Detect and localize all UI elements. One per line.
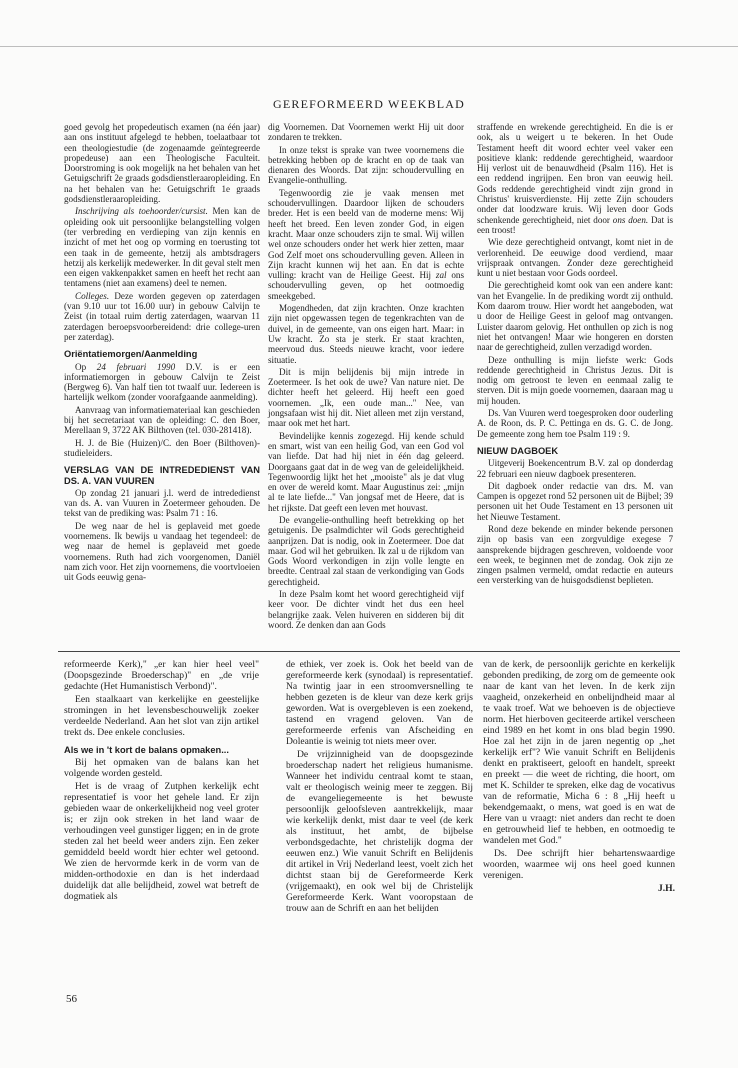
paragraph: H. J. de Bie (Huizen)/C. den Boer (Bilthoven)-studieleiders. <box>64 437 260 458</box>
author-signature: J.H. <box>657 883 675 894</box>
top-rule <box>0 46 738 47</box>
section-divider <box>58 651 680 652</box>
paragraph: Ds. Dee schrijft hier behartenswaardige woorden, waarmee wij ons heel goed kunnen verenigen. <box>483 848 675 881</box>
paragraph: van de kerk, de persoonlijk gerichte en kerkelijk gebonden prediking, de zorg om de gemeente ook naar de kant van het leven. In de kerk zijn vaagheid, onzekerheid en onbelijndheid maar al te vaak troef. Wat we behoeven is de objectieve norm. Het hierboven geciteerde artikel verscheen eind 1989 en het komt in ons blad begin 1990. Hoe zal het zijn in de jaren negentig op „het kerkelijk erf"? Wie vanuit Schrift en Belijdenis denkt en praktiseert, gelooft en handelt, spreekt en preekt — die weet de richting, die hoort, om met K. Schilder te spreken, elke dag de vocativus van de reformatie, Micha 6 : 8 „Hij heeft u bekendgemaakt, o mens, wat goed is en wat de Here van u vraagt: niet anders dan recht te doen en getrouwheid lief te hebben, en ootmoedig te wandelen met God." <box>483 659 675 846</box>
column-1 <box>64 122 260 584</box>
paragraph: Bij het opmaken van de balans kan het volgende worden gesteld. <box>64 757 259 780</box>
paragraph: In onze tekst is sprake van twee voornemens die betrekking hebben op de kracht en op de taak van dienaren des Woords. Dat zijn: schoudervulling en Evangelie-onthulling. <box>268 144 464 186</box>
paragraph: Dit dagboek onder redactie van drs. M. van Campen is opgezet rond 52 personen uit de Bijbel; 39 personen uit het Oude Testament en 13 personen uit het Nieuwe Testament. <box>477 480 673 522</box>
paragraph: Ds. Van Vuuren werd toegesproken door ouderling A. de Roon, ds. P. C. Pettinga en ds. G. C. de Jong. De gemeente zong hem toe Psalm 119 : 9. <box>477 408 673 439</box>
section-heading: Oriëntatiemorgen/Aanmelding <box>64 349 198 360</box>
paragraph: Wie deze gerechtigheid ontvangt, komt niet in de verlorenheid. De eeuwige dood verdiend, maar vrijspraak ontvangen. Zonder deze gerechtigheid kunt u niet bestaan voor Gods oordeel. <box>477 237 673 279</box>
bottom-column-2 <box>286 659 473 916</box>
paragraph: Bevindelijke kennis zogezegd. Hij kende schuld en smart, wist van een heilig God, van een God vol van liefde. Dat had hij niet in één dag geleerd. Doorgaans gaat dat in de weg van de geleidelijkheid. Tegenwoordig lijkt het het „mooiste" als je dat vlug en over de wereld komt. Maar Augustinus zei: „mijn al te late liefde..." Van jongsaf met de Heere, dat is het rijkste. Dat geeft een leven met houvast. <box>268 430 464 513</box>
bottom-column-1 <box>64 659 259 904</box>
paragraph: straffende en wrekende gerechtigheid. En die is er ook, als u weigert u te bekeren. In het Oude Testament heeft dit woord echter veel vaker een positieve klank: reddende gerechtigheid, waardoor Hij verlost uit de benauwdheid (Psalm 116). Het is een reddend ingrijpen. Een bron van eeuwig heil. Gods reddende gerechtigheid vindt zijn grond in Christus' kruisverdienste. Hij zette Zijn schouders onder dat loodzware kruis. Wij leven door Gods schenkende gerechtigheid, niet door ons doen. Dat is een troost! <box>477 122 674 235</box>
paragraph: Die gerechtigheid komt ook van een andere kant: van het Evangelie. In de prediking wordt zij onthuld. Kom daarom trouw. Hier wordt het aangeboden, wat u door de Heilige Geest in geloof mag ontvangen. Luister daarom gelovig. Het onthullen op zich is nog niet het ontvangen! Maar wie hongeren en dorsten naar de gerechtigheid, zullen verzadigd worden. <box>477 280 673 353</box>
section-heading: VERSLAG VAN DE INTREDEDIENST VAN DS. A. VAN VUUREN <box>64 465 260 486</box>
paragraph: Rond deze bekende en minder bekende personen zijn op basis van een zorgvuldige exegese 7 aansprekende bijdragen geschreven, voldoende voor een week, te beginnen met de zondag. Ook zijn ze zingen psalmen vermeld, omdat redactie en auteurs een versterking van de huisgodsdienst beplieten. <box>477 523 673 586</box>
column-2 <box>268 122 464 632</box>
paragraph: De evangelie-onthulling heeft betrekking op het getuigenis. De psalmdichter wil Gods gerechtigheid aanprijzen. Dat is nodig, ook in Zoetermeer. Doe dat maar. God wil het gebruiken. Ik zal u de rijkdom van Gods Woord verkondigen in zijn volle lengte en breedte. Centraal zal staan de verkondiging van Gods gerechtigheid. <box>268 514 464 587</box>
paragraph: De weg naar de hel is geplaveid met goede voornemens. Ik bewijs u vandaag het tegendeel: de weg naar de hemel is geplaveid met goede voornemens. Ruth had zich voorgenomen, Daniël nam zich voor. Het zijn voornemens, die voortvloeien uit Gods eeuwig gena- <box>64 520 260 583</box>
paragraph: Aanvraag van informatiemateriaal kan geschieden bij het secretariaat van de opleiding: C. den Boer, Merellaan 9, 3722 AK Bilthoven (tel. 030-281418). <box>64 404 260 436</box>
paragraph: Een staalkaart van kerkelijke en geestelijke stromingen in het levensbeschouwelijk zoeker verdeelde Nederland. Aan het slot van zijn artikel trekt ds. Dee enkele conclusies. <box>64 694 259 738</box>
paragraph: Colleges. Deze worden gegeven op zaterdagen (van 9.10 uur tot 16.00 uur) in gebouw Calvijn te Zeist (in totaal ruim dertig zaterdagen, waarvan 11 zaterdagen beroepsvoorbereidend: drie college-uren per zaterdag). <box>64 290 260 342</box>
paragraph: De vrijzinnigheid van de doopsgezinde broederschap nadert het religieus humanisme. Wanneer het individu centraal komt te staan, valt er theologisch weinig meer te zeggen. Bij de evangeliegemeente is het bewuste persoonlijk geloofsleven aantrekkelijk, maar wie kerkelijk denkt, mist daar te veel (de kerk als instituut, het ambt, de bijbelse verbondsgedachte, het christelijk dogma der eeuwen enz.) Wie vanuit Schrift en Belijdenis dit artikel in Vrij Nederland leest, voelt zich het dichtst staan bij de Gereformeerde Kerk (vrijgemaakt), en ook wel bij de Christelijk Gereformeerde Kerk. Want vooropstaan de trouw aan de Schrift en aan het belijden <box>286 749 473 914</box>
paragraph: Inschrijving als toehoorder/cursist. Men kan de opleiding ook uit persoonlijke belangstelling volgen (ter verbreding en verdieping van zijn kennis en inzicht of met het oog op vorming en toerusting tot een taak in de gemeente, hetzij als ambtsdragers hetzij als kerkelijk medewerker. In dit geval stelt men een eigen vakkenpakket samen en heeft het recht aan tentamens (niet aan examens) deel te nemen. <box>64 206 260 289</box>
paragraph: Het is de vraag of Zutphen kerkelijk echt representatief is voor het gehele land. Er zijn gebieden waar de onkerkelijkheid nog veel groter is; er zijn ook streken in het land waar de verhoudingen veel gunstiger liggen; en in de grote steden zal het beeld weer anders zijn. Een zeker gemiddeld beeld wordt hier echter wel getoond. We zien de hervormde kerk in de vorm van de midden-orthodoxie en dan is het inderdaad duidelijk dat alle belijdheid, zowel wat betreft de dogmatiek als <box>64 781 259 903</box>
paragraph: goed gevolg het propedeutisch examen (na één jaar) aan ons instituut afgelegd te hebben, toelaatbaar tot een theologiestudie (de zogenaamde geïntegreerde propedeuse) aan een Theologische Faculteit. Doorstroming is ook mogelijk na het behalen van het Getuigschrift 2e graads godsdienstleraaropleiding. En na het behalen van he: Getuigschrift 1e graads godsdienstleraaropleiding. <box>64 122 260 205</box>
paragraph: Dit is mijn belijdenis bij mijn intrede in Zoetermeer. Is het ook de uwe? Van nature niet. De dichter heeft het geleerd. Hij heeft een goed voornemen. „Ik, een oude man..." Nee, van jongsafaan wist hij dit. Niet alleen met zijn verstand, maar ook met het hart. <box>268 366 464 429</box>
section-heading: NIEUW DAGBOEK <box>477 445 559 456</box>
paragraph: Op zondag 21 januari j.l. werd de intrededienst van ds. A. van Vuuren in Zoetermeer gehouden. De tekst van de prediking was: Psalm 71 : 16. <box>64 487 260 519</box>
paragraph: Uitgeverij Boekencentrum B.V. zal op donderdag 22 februari een nieuw dagboek presenteren. <box>477 458 673 479</box>
page-header: GEREFORMEERD WEEKBLAD <box>273 97 465 111</box>
paragraph: In deze Psalm komt het woord gerechtigheid vijf keer voor. De dichter vindt het dus een heel belangrijke zaak. Velen huiveren en sidderen bij dit woord. Ze denken dan aan Gods <box>268 589 464 630</box>
bottom-column-3 <box>483 659 675 896</box>
paragraph: Deze onthulling is mijn liefste werk: Gods reddende gerechtigheid in Christus Jezus. Dit is nodig om getroost te leven en eenmaal zalig te sterven. Dit is mijn goede voornemen, daaraan mag u mij houden. <box>477 354 673 406</box>
paragraph: dig Voornemen. Dat Voornemen werkt Hij uit door zondaren te trekken. <box>268 122 464 143</box>
paragraph: Mogendheden, dat zijn krachten. Onze krachten zijn niet opgewassen tegen de tegenkrachten van de duivel, in de gemeente, van ons eigen hart. Maar: in Uw kracht. Zo sta je sterk. Er staat krachten, meervoud dus. Steeds nieuwe kracht, voor iedere situatie. <box>268 303 464 365</box>
paragraph: Op 24 februari 1990 D.V. is er een informatiemorgen in gebouw Calvijn te Zeist (Bergweg 6). Van half tien tot twaalf uur. Iedereen is hartelijk welkom (zonder voorafgaande aanmelding). <box>64 361 260 403</box>
page-number: 56 <box>66 993 77 1005</box>
paragraph: reformeerde Kerk)," „er kan hier heel veel" (Doopsgezinde Broederschap)" en „de vrije gedachte (Het Humanistisch Verbond)". <box>64 659 259 692</box>
paragraph: Tegenwoordig zie je vaak mensen met schoudervullingen. Daardoor lijken de schouders breder. Het is een beeld van de moderne mens: Wij heeft het breed. Een leven zonder God, in eigen kracht. Maar onze schouders zijn te smal. Wij willen wel onze schouders onder het werk hier zetten, maar God Zelf moet ons schoudervulling geven. Alleen in Zijn kracht kunnen wij het aan. En dat is echte vulling: kracht van de Heilige Geest. Hij zal ons schoudervulling geven, op het ootmoedig smeekgebed. <box>268 187 464 301</box>
paragraph: de ethiek, ver zoek is. Ook het beeld van de gereformeerde kerk (synodaal) is representatief. Na twintig jaar in een stroomversnelling te hebben gezeten is de kleur van deze kerk grijs geworden. Wat is overgebleven is een zoekend, tastend en vragend geloven. Van de gereformeerde erfenis van Afscheiding en Doleantie is weinig tot niets meer over. <box>286 659 473 747</box>
column-3 <box>477 122 673 588</box>
section-heading: Als we in 't kort de balans opmaken... <box>64 745 229 755</box>
